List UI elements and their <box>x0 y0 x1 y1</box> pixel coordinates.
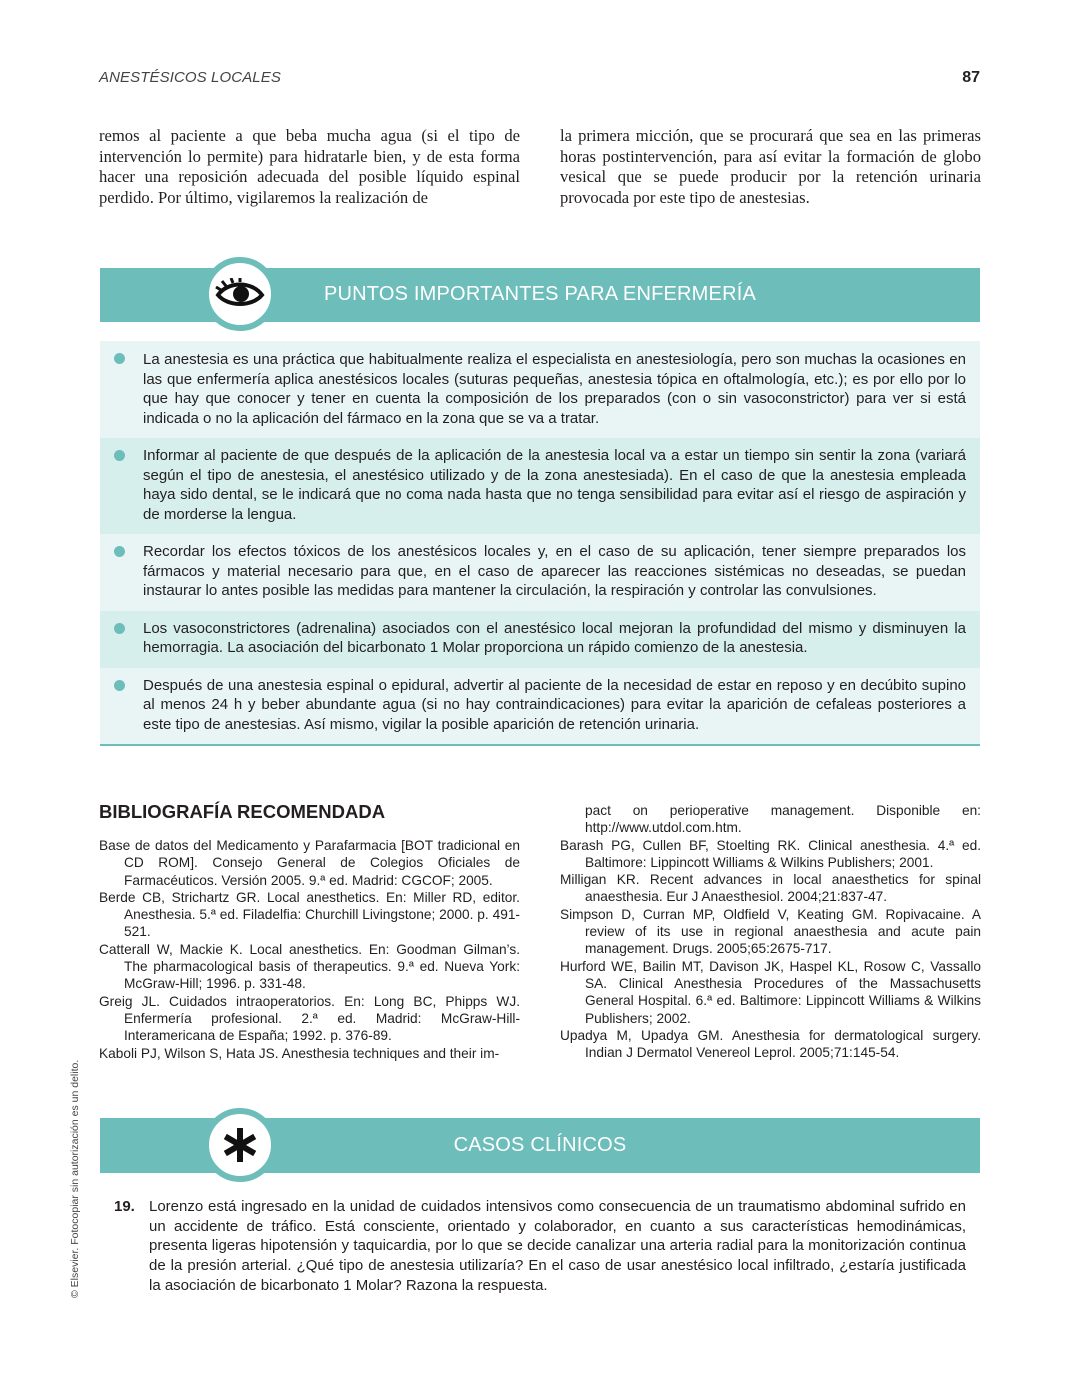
eye-icon-badge <box>203 257 277 331</box>
reference-item: Catterall W, Mackie K. Local anesthetics. En: Goodman Gilman’s. The pharmacological basis of therapeutics. 9.ª ed. Nueva York: McGraw-Hill; 1996. p. 331-48. <box>99 941 520 992</box>
page-number: 87 <box>962 69 980 86</box>
list-item-text: Los vasoconstrictores (adrenalina) asociados con el anestésico local mejoran la profundidad del mismo y disminuyen la hemorragia. La asociación del bicarbonato 1 Molar proporciona un rápido comienzo de la anestesia. <box>143 619 966 656</box>
nursing-points-list <box>100 341 980 746</box>
bullet-icon <box>114 680 125 691</box>
bullet-icon <box>114 353 125 364</box>
reference-item: Kaboli PJ, Wilson S, Hata JS. Anesthesia techniques and their im- <box>99 1045 500 1061</box>
cases-banner-title: CASOS CLÍNICOS <box>453 1134 627 1156</box>
reference-item: Simpson D, Curran MP, Oldfield V, Keating GM. Ropivacaine. A review of its use in regional anaesthesia and acute pain management. Drugs. 2005;65:2675-717. <box>560 906 981 957</box>
clinical-case <box>114 1197 966 1296</box>
bullet-icon <box>114 623 125 634</box>
list-item-text: La anestesia es una práctica que habitualmente realiza el especialista en anestesiología, pero son muchas la ocasiones en las que enfermería aplica anestésicos locales (suturas pequeñas, anestesia tópica en oftalmología, etc.); es por ello por lo que hay que conocer y tener en cuenta la composición de los preparados (con o sin vasoconstrictor) para ver si está indicada o no la aplicación del fármaco en la zona que se va a tratar. <box>143 351 966 427</box>
bibliography-column-left <box>99 837 520 1062</box>
copyright-note: © Elsevier. Fotocopiar sin autorización es un delito. <box>69 1059 81 1298</box>
case-number: 19. <box>114 1198 135 1215</box>
list-item-text: Después de una anestesia espinal o epidural, advertir al paciente de la necesidad de estar en reposo y en decúbito supino al menos 24 h y beber abundante agua (si no hay contraindicaciones) para evitar la aparición de cefaleas posteriores a este tipo de anestesias. Así mismo, vigilar la posible aparición de retención urinaria. <box>143 676 966 733</box>
bibliography-column-right <box>560 802 981 1061</box>
bullet-icon <box>114 546 125 557</box>
list-item <box>100 668 980 745</box>
header-title: ANESTÉSICOS LOCALES <box>99 69 281 86</box>
list-item-text: Informar al paciente de que después de la aplicación de la anestesia local va a estar un tiempo sin sentir la zona (variará según el tipo de anestesia, el anestésico utilizado y de la zona anestesiada). En el caso de que la anestesia empleada haya sido dental, se le indicará que no coma nada hasta que no tenga sensibilidad para evitar así el riesgo de aspiración y de morderse la lengua. <box>143 447 966 523</box>
reference-item: Milligan KR. Recent advances in local anaesthetics for spinal anaesthesia. Eur J Anaesthesiol. 2004;21:837-47. <box>560 872 981 905</box>
reference-item: Base de datos del Medicamento y Parafarmacia [BOT tradicional en CD ROM]. Consejo General de Colegios Oficiales de Farmacéuticos. Versión 2005. 9.ª ed. Madrid: CGCOF; 2005. <box>99 838 520 888</box>
list-item-text: Recordar los efectos tóxicos de los anestésicos locales y, en el caso de su aplicación, tener siempre preparados los fármacos y material necesario para que, en el caso de aparecer las reacciones sistémicas no deseadas, se puedan instaurar lo antes posible las medidas para mantener la circulación, la respiración y controlar las convulsiones. <box>143 543 966 599</box>
list-item <box>100 534 980 611</box>
bibliography-heading: BIBLIOGRAFÍA RECOMENDADA <box>99 801 386 822</box>
reference-continuation: pact on perioperative management. Disponible en: http://www.utdol.com.htm. <box>585 803 981 836</box>
bullet-icon <box>114 450 125 461</box>
eye-icon <box>215 278 265 310</box>
reference-item: Barash PG, Cullen BF, Stoelting RK. Clinical anesthesia. 4.ª ed. Baltimore: Lippincott Williams & Wilkins Publishers; 2001. <box>560 837 981 870</box>
nursing-banner-title: PUNTOS IMPORTANTES PARA ENFERMERÍA <box>323 283 757 305</box>
reference-item: Greig JL. Cuidados intraoperatorios. En: Long BC, Phipps WJ. Enfermería profesional. 2.ª ed. Madrid: McGraw-Hill-Interamericana de España; 1992. p. 376-89. <box>99 993 520 1044</box>
list-item <box>100 438 980 534</box>
reference-item: Upadya M, Upadya GM. Anesthesia for dermatological surgery. Indian J Dermatol Venereol Leprol. 2005;71:145-54. <box>560 1027 981 1061</box>
list-item <box>100 611 980 668</box>
list-item <box>100 341 980 438</box>
intro-paragraph-left: remos al paciente a que beba mucha agua (si el tipo de intervención lo permite) para hidratarle bien, y de esta forma hacer una reposición adecuada del posible líquido espinal perdido. Por último, vigilaremos la realización de <box>99 126 520 207</box>
asterisk-icon-badge <box>203 1108 277 1182</box>
reference-item: Berde CB, Strichartz GR. Local anesthetics. En: Miller RD, editor. Anesthesia. 5.ª ed. Filadelfia: Churchill Livingstone; 2000. p. 491-521. <box>99 889 520 940</box>
reference-item: Hurford WE, Bailin MT, Davison JK, Haspel KL, Rosow C, Vassallo SA. Clinical Anesthesia Procedures of the Massachusetts General Hospital. 6.ª ed. Baltimore: Lippincott Williams & Wilkins Publishers; 2002. <box>560 958 981 1026</box>
asterisk-icon <box>220 1125 260 1165</box>
case-text: Lorenzo está ingresado en la unidad de cuidados intensivos como consecuencia de un traumatismo abdominal sufrido en un accidente de tráfico. Está consciente, orientado y colaborador, en cuanto a sus características hemodinámicas, presenta ligeras hipotensión y taquicardia, por lo que se decide canalizar una arteria radial para la monitorización continua de la presión arterial. ¿Qué tipo de anestesia utilizaría? En el caso de usar anestésico local infiltrado, ¿estaría justificada la asociación de bicarbonato 1 Molar? Razona la respuesta. <box>149 1198 966 1294</box>
intro-paragraph-right: la primera micción, que se procurará que sea en las primeras horas postintervención, para así evitar la formación de globo vesical que se puede producir por la retención urinaria provocada por este tipo de anestesias. <box>560 126 981 207</box>
